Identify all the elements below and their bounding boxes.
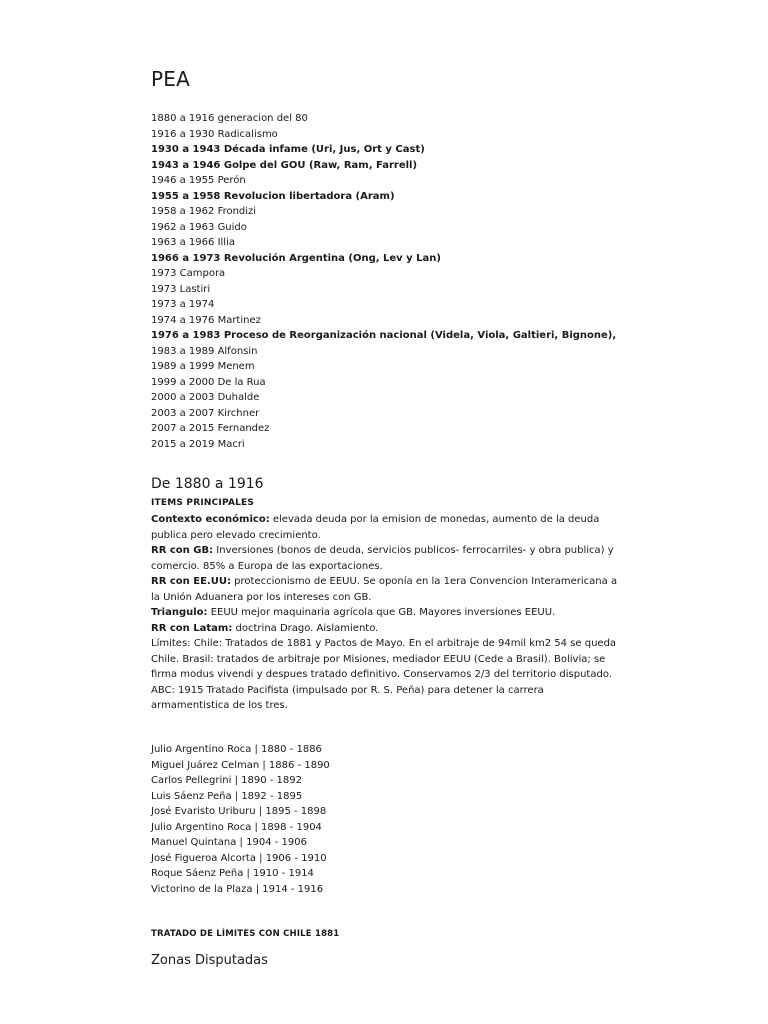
paragraph-text: EEUU mejor maquinaria agrícola que GB. Mayores inversiones EEUU.	[207, 607, 556, 618]
paragraph-text: ABC: 1915 Tratado Pacifista (impulsado por R. S. Peña) para detener la carrera armamentistica de los tres.	[151, 684, 544, 711]
timeline-item: 1999 a 2000 De la Rua	[151, 376, 266, 388]
paragraph-label: RR con GB:	[151, 545, 214, 556]
timeline-item: 2003 a 2007 Kirchner	[151, 407, 260, 419]
section-body	[151, 512, 621, 714]
paragraph	[151, 683, 621, 714]
timeline-item: 1973 a 1974	[151, 299, 215, 310]
timeline-item: 2015 a 2019 Macri	[151, 438, 245, 450]
paragraph-text: doctrina Drago. Aislamiento.	[232, 622, 379, 634]
timeline-item: 1966 a 1973 Revolución Argentina (Ong, Lev y Lan)	[151, 252, 441, 264]
president-item: Carlos Pellegrini | 1890 - 1892	[151, 775, 302, 786]
paragraph-label: Contexto económico:	[151, 514, 270, 525]
paragraph-text: Inversiones (bonos de deuda, servicios publicos- ferrocarriles- y obra publica) y comercio. 85% a Europa de las exportaciones.	[151, 545, 614, 572]
timeline-item: 1973 Campora	[151, 268, 226, 279]
paragraph-label: Triangulo:	[151, 607, 208, 618]
timeline-item: 1958 a 1962 Frondizi	[151, 206, 257, 217]
timeline-item: 1955 a 1958 Revolucion libertadora (Aram)	[151, 190, 395, 202]
items-heading: ITEMS PRINCIPALES	[151, 498, 255, 508]
president-item: Luis Sáenz Peña | 1892 - 1895	[151, 790, 303, 802]
timeline-item: 1880 a 1916 generacion del 80	[151, 113, 308, 124]
paragraph-text: Límites: Chile: Tratados de 1881 y Pactos de Mayo. En el arbitraje de 94mil km2 54 se queda Chile. Brasil: tratados de arbitraje por Misiones, mediador EEUU (Cede a Brasil). Bolivia; se firma modus vivendi y despues tratado definitivo. Conservamos 2/3 del territorio disputado.	[151, 638, 617, 680]
timeline-item: 1974 a 1976 Martinez	[151, 314, 261, 326]
timeline-item: 1916 a 1930 Radicalismo	[151, 128, 278, 140]
paragraph	[151, 621, 621, 637]
president-item: José Figueroa Alcorta | 1906 - 1910	[151, 852, 327, 864]
timeline-item: 1976 a 1983 Proceso de Reorganización nacional (Videla, Viola, Galtieri, Bignone),	[151, 330, 617, 341]
paragraph-label: RR con EE.UU:	[151, 576, 231, 587]
section-title: De 1880 a 1916	[151, 476, 264, 492]
timeline-item: 2007 a 2015 Fernandez	[151, 423, 270, 434]
president-item: Julio Argentino Roca | 1898 - 1904	[151, 821, 322, 833]
paragraph	[151, 543, 621, 574]
timeline-item: 1962 a 1963 Guido	[151, 221, 247, 233]
president-item: Julio Argentino Roca | 1880 - 1886	[151, 744, 322, 755]
paragraph	[151, 512, 621, 543]
paragraph	[151, 636, 621, 683]
timeline-item: 1973 Lastiri	[151, 283, 211, 295]
zones-title: Zonas Disputadas	[151, 953, 268, 968]
timeline-item: 1983 a 1989 Alfonsin	[151, 345, 258, 357]
paragraph-text: elevada deuda por la emision de monedas, aumento de la deuda publica pero elevado crecimiento.	[151, 514, 600, 541]
timeline-item: 1989 a 1999 Menem	[151, 361, 255, 372]
paragraph-label: RR con Latam:	[151, 622, 233, 634]
timeline-list	[151, 111, 616, 452]
treaty-heading: TRATADO DE LÍMITES CON CHILE 1881	[151, 929, 340, 939]
timeline-item: 1930 a 1943 Década infame (Uri, Jus, Ort y Cast)	[151, 144, 425, 155]
president-item: Roque Sáenz Peña | 1910 - 1914	[151, 868, 314, 879]
timeline-item: 1943 a 1946 Golpe del GOU (Raw, Ram, Farrell)	[151, 159, 418, 171]
paragraph	[151, 574, 621, 605]
president-item: Miguel Juárez Celman | 1886 - 1890	[151, 759, 330, 771]
timeline-item: 1946 a 1955 Perón	[151, 175, 246, 186]
president-item: Victorino de la Plaza | 1914 - 1916	[151, 883, 324, 895]
timeline-item: 2000 a 2003 Duhalde	[151, 392, 260, 403]
timeline-item: 1963 a 1966 Illia	[151, 237, 235, 248]
document-title: PEA	[151, 67, 190, 91]
paragraph	[151, 605, 621, 621]
president-item: Manuel Quintana | 1904 - 1906	[151, 837, 307, 848]
paragraph-text: proteccionismo de EEUU. Se oponía en la 1era Convencion Interamericana a la Unión Aduanera por los intereses con GB.	[151, 576, 618, 603]
presidents-list	[151, 742, 330, 897]
president-item: José Evaristo Uriburu | 1895 - 1898	[151, 806, 327, 817]
